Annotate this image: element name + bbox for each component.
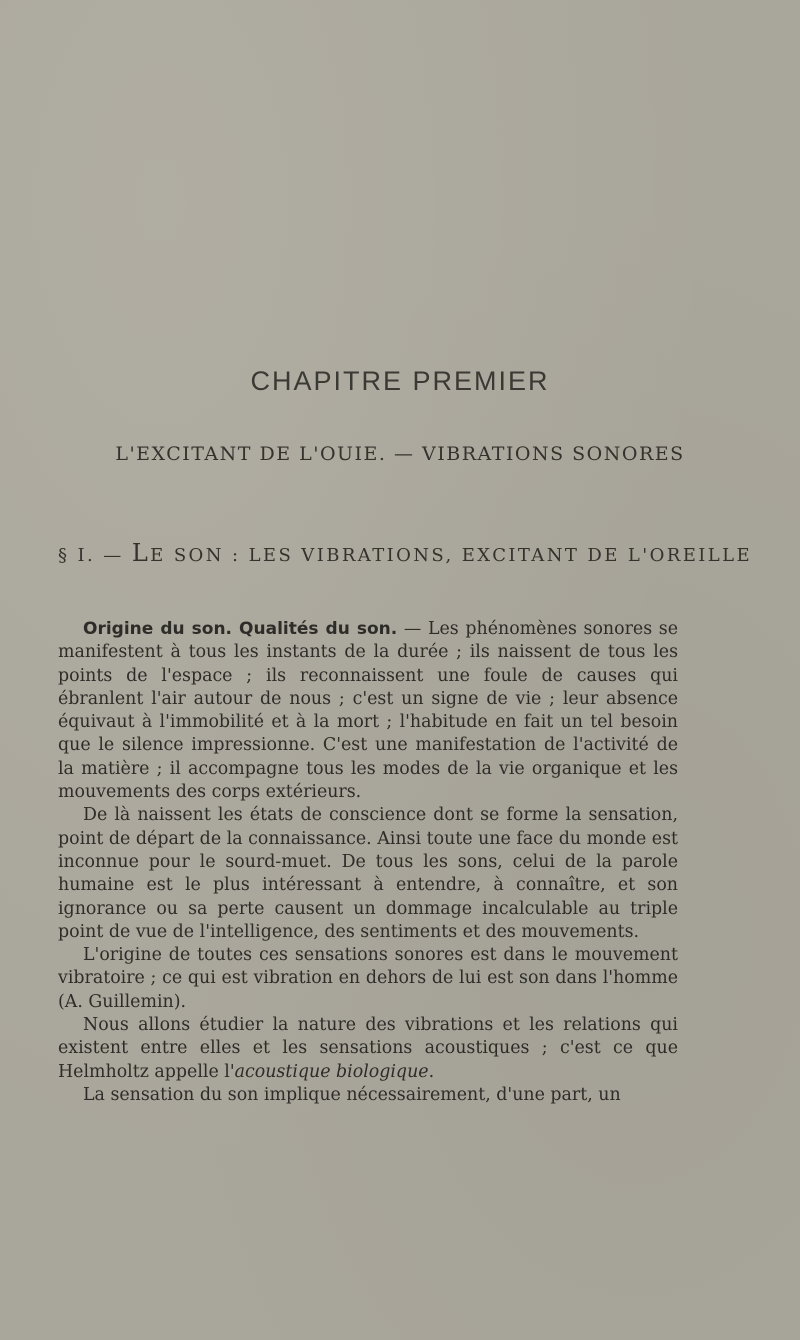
paragraph-text: . [428, 1061, 435, 1082]
chapter-title: CHAPITRE PREMIER [250, 366, 550, 396]
section-heading [58, 539, 752, 567]
paragraph-5: La sensation du son implique nécessairement, d'une part, un [83, 1084, 621, 1105]
body-text [58, 618, 678, 1107]
section-initial: L [131, 539, 151, 567]
paragraph-lead: Origine du son. Qualités du son. [83, 619, 398, 639]
paragraph-2: De là naissent les états de conscience dont se forme la sensation, point de départ de la connaissance. Ainsi toute une face du monde est inconnue pour le sourd-muet. De tous les sons, celui de la parole humaine est le plus intéressant à entendre, à connaître, et son ignorance ou sa perte causent un dommage incalculable au triple point de vue de l'intelligence, des sentiments et des mouvements. [58, 805, 678, 942]
chapter-subtitle: L'EXCITANT DE L'OUIE. — VIBRATIONS SONORES [115, 443, 685, 465]
paragraph-1 [58, 618, 678, 804]
paragraph-4 [58, 1014, 678, 1084]
paragraph-3: L'origine de toutes ces sensations sonores est dans le mouvement vibratoire ; ce qui est vibration en dehors de lui est son dans l'homme (A. Guillemin). [58, 945, 678, 1012]
italic-term: acoustique biologique [234, 1061, 429, 1082]
paragraph-text: Nous allons étudier la nature des vibrations et les relations qui existent entre elles et les sensations acoustiques ; c'est ce que Helmholtz appelle l' [58, 1015, 678, 1082]
paragraph-text: — Les phénomènes sonores se manifestent à tous les instants de la durée ; ils naissent de tous les points de l'espace ; ils reconnaissent une foule de causes qui ébranlent l'air autour de nous ; c'est un signe de vie ; leur absence équivaut à l'immobilité et à la mort ; l'habitude en fait un tel besoin que le silence impressionne. C'est une manifestation de l'activité de la matière ; il accompagne tous les modes de la vie organique et les mouvements des corps extérieurs. [58, 619, 678, 803]
section-prefix: § I. — [58, 545, 132, 566]
section-title: E SON : LES VIBRATIONS, EXCITANT DE L'OREILLE [150, 545, 752, 566]
